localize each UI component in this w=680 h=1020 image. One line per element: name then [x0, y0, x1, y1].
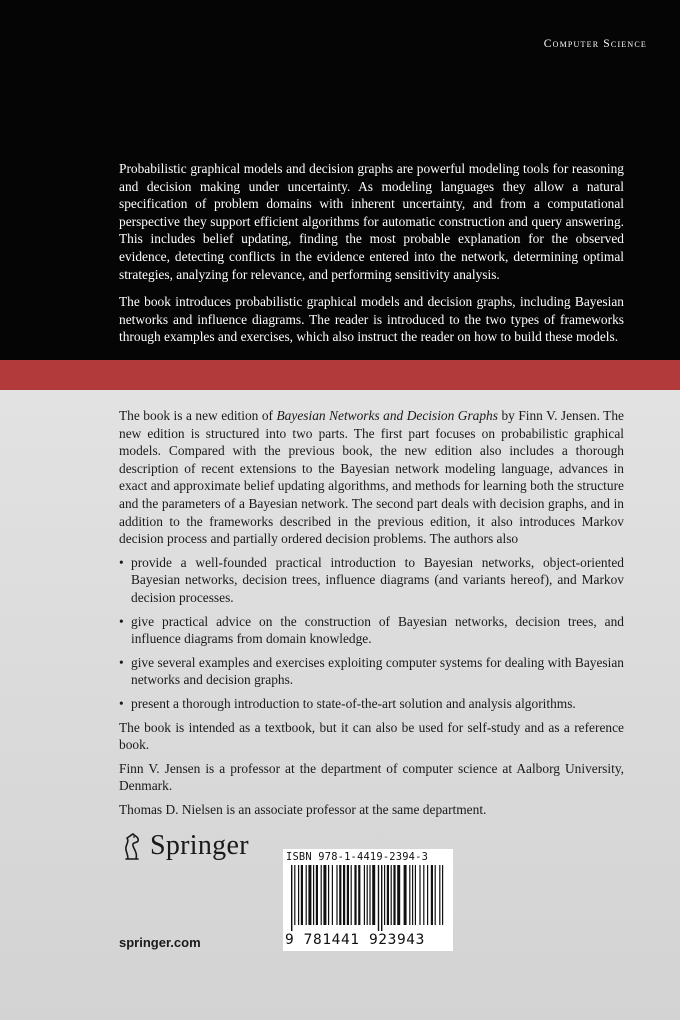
barcode-bar: [336, 865, 337, 925]
intro-paragraph: Probabilistic graphical models and decision graphs are powerful modeling tools for reasoning and decision making under uncertainty. As modeling languages they allow a natural specification of problem domains with inherent uncertainty, and from a computational perspective they support efficient algorithms for automatic construction and query answering. This includes belief updating, finding the most probable explanation for the observed evidence, detecting conflicts in the evidence entered into the network, determining optimal strategies, analyzing for relevance, and performing sensitivity analysis.: [119, 161, 624, 282]
barcode-bar: [308, 865, 311, 925]
barcode-bar: [367, 865, 368, 925]
intended-use-paragraph: The book is intended as a textbook, but it can also be used for self-study and as a reference book.: [119, 719, 624, 753]
barcode-bar: [378, 865, 379, 931]
barcode-bar: [351, 865, 352, 925]
barcode-bar: [364, 865, 365, 925]
barcode-bar: [301, 865, 303, 925]
barcode-bar: [384, 865, 385, 925]
barcode-bar: [393, 865, 395, 925]
barcode-bar: [291, 865, 292, 931]
springer-wordmark: Springer: [150, 830, 249, 861]
list-item: [119, 554, 624, 607]
feature-list: [119, 554, 624, 713]
top-description: [119, 160, 624, 356]
barcode-bar: [332, 865, 333, 925]
publisher-url[interactable]: springer.com: [119, 935, 201, 950]
bullet-marker: •: [119, 613, 124, 629]
edition-prefix: The book is a new edition of: [119, 408, 277, 423]
bottom-grey-panel: [0, 390, 680, 1020]
list-item: [119, 654, 624, 689]
barcode-bar: [442, 865, 443, 925]
barcode-bar: [381, 865, 382, 931]
barcode-bar: [328, 865, 329, 925]
barcode-bar: [323, 865, 326, 925]
author-bio-jensen: Finn V. Jensen is a professor at the department of computer science at Aalborg University, Denmark.: [119, 760, 624, 794]
barcode-bar: [415, 865, 416, 925]
barcode-bar: [387, 865, 389, 925]
list-item-text: give several examples and exercises exploiting computer systems for dealing with Bayesian networks and decision graphs.: [131, 654, 624, 688]
edition-paragraph: [119, 407, 624, 548]
intro-paragraph: The book introduces probabilistic graphical models and decision graphs, including Bayesian networks and influence diagrams. The reader is introduced to the two types of frameworks through examples and exercises, which also instruct the reader on how to build these models.: [119, 294, 624, 345]
barcode-bar: [294, 865, 295, 925]
isbn-label: ISBN 978-1-4419-2394-3: [286, 851, 429, 863]
barcode-bar: [419, 865, 420, 925]
isbn-barcode: [283, 849, 453, 951]
barcode-bar: [431, 865, 433, 925]
list-item: [119, 613, 624, 648]
barcode-bar: [316, 865, 318, 925]
barcode-bar: [435, 865, 436, 925]
barcode-bar: [354, 865, 356, 925]
list-item-text: provide a well-founded practical introduction to Bayesian networks, object-oriented Bayesian networks, decision trees, influence diagrams (and variants hereof), and Markov decision processes.: [131, 554, 624, 605]
barcode-bar: [298, 865, 299, 925]
barcode-bars: [289, 865, 447, 931]
barcode-bar: [306, 865, 307, 925]
barcode-bar: [358, 865, 360, 925]
barcode-bar: [347, 865, 349, 925]
barcode-bar: [369, 865, 370, 925]
edition-suffix: by Finn V. Jensen. The new edition is structured into two parts. The first part focuses on probabilistic graphical models. Compared with the previous book, the new edition also includes a thorough description of recent extensions to the Bayesian network modeling language, advances in exact and approximate belief updating algorithms, and methods for learning both the structure and the parameters of a Bayesian network. The second part deals with decision graphs, and in addition to the frameworks described in the previous edition, it also introduces Markov decision process and partially ordered decision problems. The authors also: [119, 408, 624, 547]
springer-horse-icon: [120, 831, 144, 861]
barcode-bar: [427, 865, 428, 925]
list-item-text: give practical advice on the construction of Bayesian networks, decision trees, and influence diagrams from domain knowledge.: [131, 613, 624, 647]
barcode-bar: [339, 865, 341, 925]
bullet-marker: •: [119, 654, 124, 670]
barcode-bar: [372, 865, 375, 925]
barcode-bar: [409, 865, 410, 925]
ean-digits: 9 781441 923943: [285, 932, 425, 948]
barcode-bar: [391, 865, 392, 925]
bullet-marker: •: [119, 554, 124, 570]
springer-logo: [120, 830, 249, 862]
bullet-marker: •: [119, 695, 124, 711]
barcode-bar: [412, 865, 413, 925]
barcode-bar: [343, 865, 345, 925]
back-cover-body: [119, 407, 624, 824]
list-item: [119, 695, 624, 713]
author-bio-nielsen: Thomas D. Nielsen is an associate professor at the same department.: [119, 801, 487, 817]
barcode-bar: [321, 865, 322, 925]
barcode-bar: [404, 865, 407, 925]
previous-book-title: Bayesian Networks and Decision Graphs: [276, 408, 498, 423]
top-black-panel: [0, 0, 680, 360]
list-item-text: present a thorough introduction to state-of-the-art solution and analysis algorithms.: [131, 695, 576, 711]
barcode-bar: [423, 865, 424, 925]
barcode-bar: [439, 865, 440, 925]
barcode-bar: [313, 865, 314, 925]
red-stripe: [0, 360, 680, 390]
barcode-bar: [397, 865, 400, 925]
series-label: Computer Science: [543, 38, 647, 50]
